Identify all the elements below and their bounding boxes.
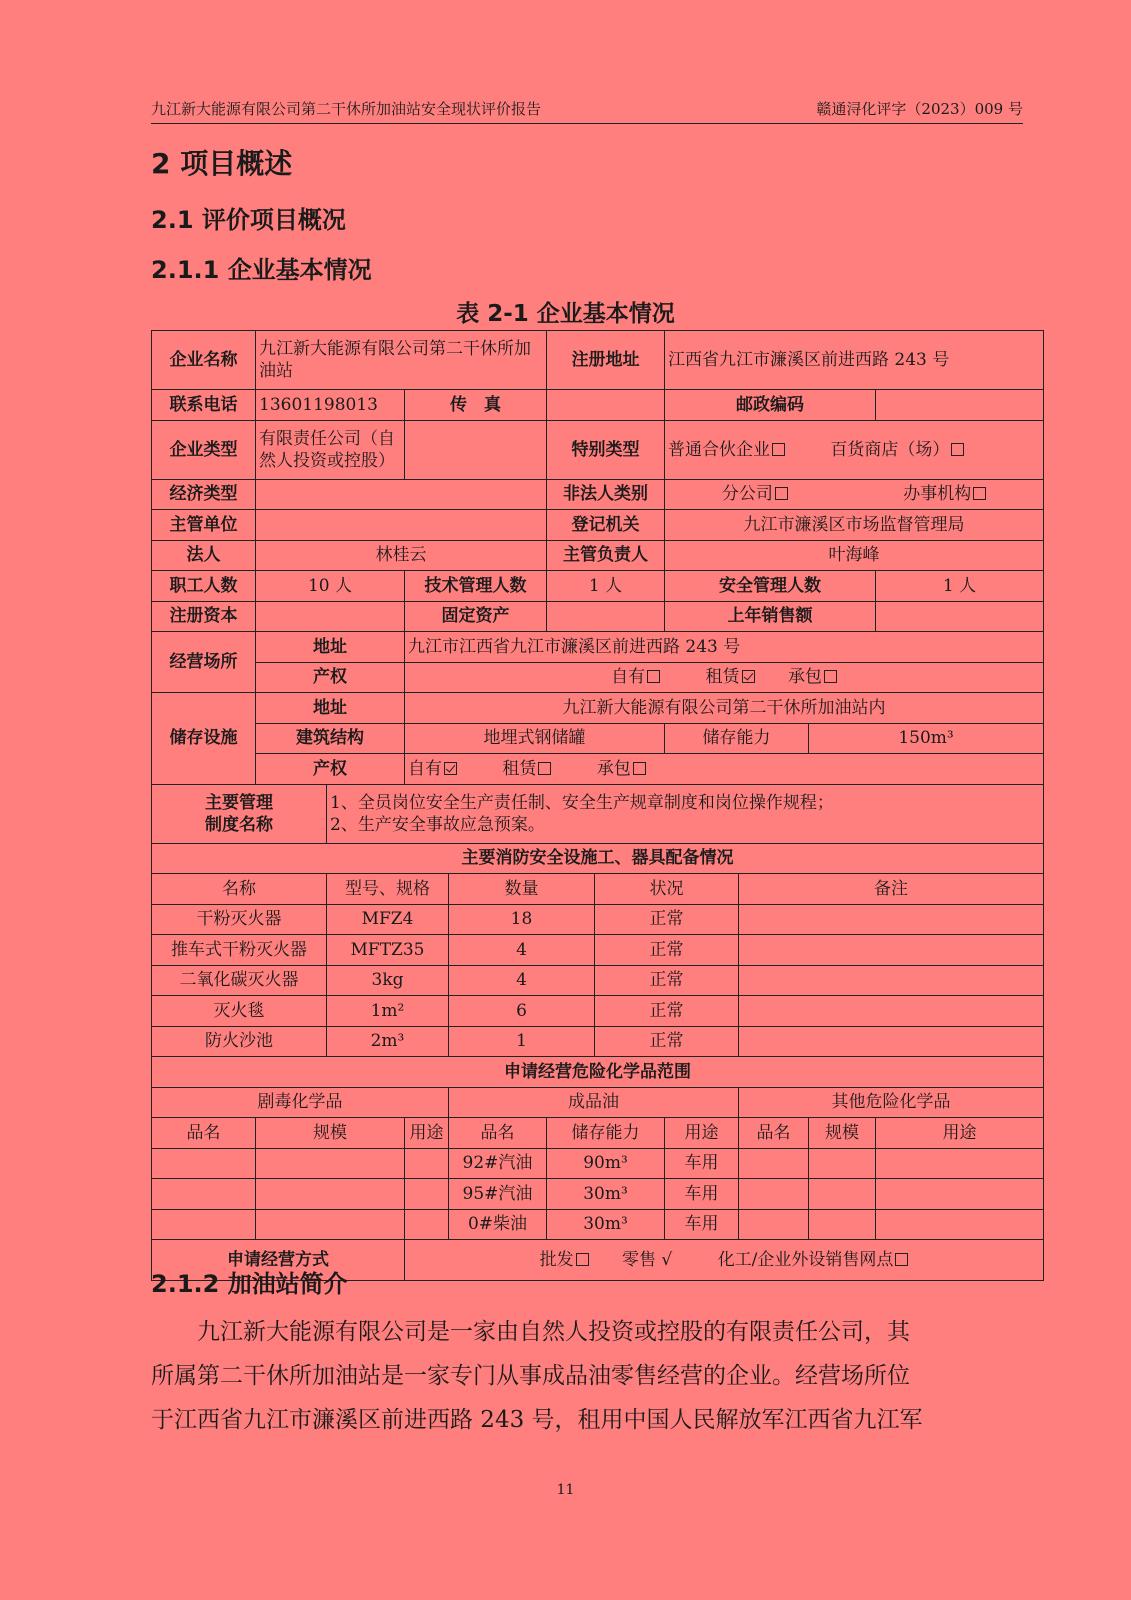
- cell-label: 固定资产: [405, 601, 547, 632]
- option-label: 承包: [787, 667, 822, 688]
- table-row: [152, 784, 1044, 843]
- table-row: [152, 1026, 1044, 1057]
- group-header: 成品油: [449, 1087, 739, 1118]
- cell-value: 九江市濂溪区市场监督管理局: [665, 510, 1044, 541]
- cell-value: [876, 601, 1044, 632]
- table-row: [152, 965, 1044, 996]
- mgmt-item: 1、全员岗位安全生产责任制、安全生产规章制度和岗位操作规程；: [330, 792, 834, 813]
- cell-label: 经济类型: [152, 479, 256, 510]
- cell: 车用: [665, 1148, 739, 1179]
- cell: [739, 1148, 809, 1179]
- cell-label: 特别类型: [547, 420, 665, 479]
- table-row: [152, 420, 1044, 479]
- checkbox-icon: [647, 670, 660, 683]
- cell-value: 13601198013: [256, 390, 405, 421]
- cell: [739, 935, 1044, 966]
- cell-value: [327, 784, 1044, 843]
- cell: 正常: [595, 965, 739, 996]
- table-row: [152, 843, 1044, 874]
- column-header: 状况: [595, 874, 739, 905]
- cell: 30m³: [547, 1179, 665, 1210]
- cell-value: [547, 601, 665, 632]
- table-row: [152, 996, 1044, 1027]
- cell-label: 主管单位: [152, 510, 256, 541]
- option-label: 化工/企业外设销售网点: [717, 1250, 894, 1270]
- table-row: [152, 1087, 1044, 1118]
- header-title: 九江新大能源有限公司第二干休所加油站安全现状评价报告: [151, 100, 542, 118]
- cell-label: 主管负责人: [547, 540, 665, 571]
- table-row: [152, 331, 1044, 390]
- table-row: [152, 1209, 1044, 1240]
- option-label: 批发: [539, 1250, 574, 1270]
- column-header: 用途: [876, 1118, 1044, 1149]
- cell-label: 非法人类别: [547, 479, 665, 510]
- cell-value: 江西省九江市濂溪区前进西路 243 号: [665, 331, 1044, 390]
- cell-options: [665, 420, 1044, 479]
- cell-value: [256, 510, 547, 541]
- cell-value: 林桂云: [256, 540, 547, 571]
- table-row: [152, 1179, 1044, 1210]
- cell: [405, 1148, 449, 1179]
- cell: 车用: [665, 1179, 739, 1210]
- cell: 92#汽油: [449, 1148, 547, 1179]
- cell-label: 企业名称: [152, 331, 256, 390]
- cell: [405, 1179, 449, 1210]
- cell: 正常: [595, 996, 739, 1027]
- option-label: 承包: [596, 758, 631, 779]
- checkbox-icon: [951, 443, 964, 456]
- cell: [739, 996, 1044, 1027]
- cell-label: 登记机关: [547, 510, 665, 541]
- cell: [256, 1179, 405, 1210]
- chapter-heading: 2 项目概述: [151, 147, 293, 180]
- cell: [876, 1209, 1044, 1240]
- mgmt-label-line: 主要管理: [205, 792, 273, 813]
- column-header: 品名: [152, 1118, 256, 1149]
- cell-label: 邮政编码: [665, 390, 876, 421]
- cell: 1: [449, 1026, 595, 1057]
- cell-label: 法人: [152, 540, 256, 571]
- cell-label: 储存能力: [665, 723, 809, 754]
- column-header: 规模: [256, 1118, 405, 1149]
- cell: 正常: [595, 904, 739, 935]
- table-row: [152, 632, 1044, 663]
- table-row: [152, 662, 1044, 693]
- cell-value: 地埋式钢储罐: [405, 723, 665, 754]
- cell: [809, 1209, 876, 1240]
- option-label: 租赁: [705, 667, 740, 688]
- cell: [405, 1209, 449, 1240]
- checkbox-icon: [772, 443, 785, 456]
- cell: 2m³: [327, 1026, 449, 1057]
- column-header: 数量: [449, 874, 595, 905]
- cell-label: 产权: [256, 754, 405, 785]
- table-row: [152, 390, 1044, 421]
- cell-label: 联系电话: [152, 390, 256, 421]
- option-label: 百货商店（场）: [830, 439, 950, 460]
- column-header: 用途: [665, 1118, 739, 1149]
- cell: 正常: [595, 935, 739, 966]
- table-row: [152, 1148, 1044, 1179]
- group-header: 剧毒化学品: [152, 1087, 449, 1118]
- cell-label: 注册地址: [547, 331, 665, 390]
- cell: 18: [449, 904, 595, 935]
- cell-value: 1 人: [547, 571, 665, 602]
- column-header: 型号、规格: [327, 874, 449, 905]
- table-row: [152, 571, 1044, 602]
- table-row: [152, 693, 1044, 724]
- cell-label: 建筑结构: [256, 723, 405, 754]
- cell-options: [405, 754, 1044, 785]
- cell: 干粉灭火器: [152, 904, 327, 935]
- cell: [152, 1209, 256, 1240]
- cell-empty: [405, 420, 547, 479]
- column-header: 规模: [809, 1118, 876, 1149]
- column-header: 储存能力: [547, 1118, 665, 1149]
- paragraph-line: 所属第二干休所加油站是一家专门从事成品油零售经营的企业。经营场所位: [151, 1363, 910, 1389]
- cell: [809, 1148, 876, 1179]
- cell-label: 经营场所: [152, 632, 256, 693]
- cell-label: 技术管理人数: [405, 571, 547, 602]
- option-label: 零售 √: [622, 1250, 673, 1270]
- cell: [809, 1179, 876, 1210]
- cell-value: [256, 601, 405, 632]
- cell: [256, 1148, 405, 1179]
- cell-label: 地址: [256, 693, 405, 724]
- cell: [739, 904, 1044, 935]
- cell: [152, 1148, 256, 1179]
- table-row: [152, 540, 1044, 571]
- table-row: [152, 510, 1044, 541]
- table-row: [152, 935, 1044, 966]
- cell: 3kg: [327, 965, 449, 996]
- table-row: [152, 1057, 1044, 1088]
- cell: [256, 1209, 405, 1240]
- cell-label: [152, 784, 327, 843]
- section-heading: 2.1 评价项目概况: [151, 206, 346, 234]
- cell-options: [405, 1240, 1044, 1281]
- cell: 95#汽油: [449, 1179, 547, 1210]
- mgmt-label-line: 制度名称: [205, 814, 273, 835]
- table-row: [152, 1118, 1044, 1149]
- cell-value: 10 人: [256, 571, 405, 602]
- cell: MFZ4: [327, 904, 449, 935]
- cell: 6: [449, 996, 595, 1027]
- column-header: 备注: [739, 874, 1044, 905]
- cell: 防火沙池: [152, 1026, 327, 1057]
- cell: [739, 1209, 809, 1240]
- checkbox-icon: [538, 762, 551, 775]
- cell: [739, 1026, 1044, 1057]
- cell-label: 传 真: [405, 390, 547, 421]
- table-row: [152, 479, 1044, 510]
- subsection-heading: 2.1.2 加油站简介: [151, 1270, 348, 1298]
- cell-label: 储存设施: [152, 693, 256, 785]
- table-row: [152, 904, 1044, 935]
- checkbox-icon: [895, 1253, 908, 1266]
- cell: 30m³: [547, 1209, 665, 1240]
- option-label: 办事机构: [903, 484, 972, 505]
- cell: 推车式干粉灭火器: [152, 935, 327, 966]
- cell: 4: [449, 965, 595, 996]
- cell-label: 上年销售额: [665, 601, 876, 632]
- cell-options: [405, 662, 1044, 693]
- cell-label: 职工人数: [152, 571, 256, 602]
- paragraph-line: 于江西省九江市濂溪区前进西路 243 号，租用中国人民解放军江西省九江军: [151, 1407, 923, 1433]
- checkbox-icon: [775, 487, 788, 500]
- cell: 灭火毯: [152, 996, 327, 1027]
- cell-value: 九江新大能源有限公司第二干休所加油站内: [405, 693, 1044, 724]
- checkbox-icon: [973, 487, 986, 500]
- cell-value: [547, 390, 665, 421]
- cell: MFTZ35: [327, 935, 449, 966]
- header-report-number: 赣通浔化评字（2023）009 号: [816, 100, 1023, 118]
- subsection-heading: 2.1.1 企业基本情况: [151, 256, 372, 284]
- option-label: 分公司: [721, 484, 773, 505]
- column-header: 品名: [449, 1118, 547, 1149]
- checkbox-icon: [576, 1253, 589, 1266]
- option-label: 普通合伙企业: [668, 439, 770, 460]
- cell: 4: [449, 935, 595, 966]
- mgmt-item: 2、生产安全事故应急预案。: [330, 814, 545, 835]
- column-header: 用途: [405, 1118, 449, 1149]
- cell-value: [876, 390, 1044, 421]
- enterprise-info-table: [151, 330, 1044, 1281]
- cell-label: 注册资本: [152, 601, 256, 632]
- cell-value: 叶海峰: [665, 540, 1044, 571]
- option-label: 自有: [408, 758, 442, 779]
- cell-value: 150m³: [809, 723, 1044, 754]
- cell: [876, 1179, 1044, 1210]
- table-row: [152, 754, 1044, 785]
- section-title: 主要消防安全设施工、器具配备情况: [152, 843, 1044, 874]
- cell-label: 产权: [256, 662, 405, 693]
- cell: 0#柴油: [449, 1209, 547, 1240]
- group-header: 其他危险化学品: [739, 1087, 1044, 1118]
- cell: 1m²: [327, 996, 449, 1027]
- cell-label: 安全管理人数: [665, 571, 876, 602]
- page-header: [151, 99, 1023, 124]
- checked-checkbox-icon: [742, 670, 755, 683]
- cell-label: 申请经营方式: [152, 1240, 405, 1281]
- cell: 二氧化碳灭火器: [152, 965, 327, 996]
- cell: 90m³: [547, 1148, 665, 1179]
- section-title: 申请经营危险化学品范围: [152, 1057, 1044, 1088]
- cell: [152, 1179, 256, 1210]
- cell-value: 九江市江西省九江市濂溪区前进西路 243 号: [405, 632, 1044, 663]
- option-label: 自有: [611, 667, 646, 688]
- cell: 车用: [665, 1209, 739, 1240]
- cell-label: 企业类型: [152, 420, 256, 479]
- cell: [739, 1179, 809, 1210]
- table-row: [152, 874, 1044, 905]
- cell-value: [256, 479, 547, 510]
- table-row: [152, 601, 1044, 632]
- cell-options: [665, 479, 1044, 510]
- cell: [876, 1148, 1044, 1179]
- checked-checkbox-icon: [444, 762, 457, 775]
- cell-value: 1 人: [876, 571, 1044, 602]
- cell-label: 地址: [256, 632, 405, 663]
- checkbox-icon: [824, 670, 837, 683]
- paragraph-line: 九江新大能源有限公司是一家由自然人投资或控股的有限责任公司，其: [197, 1319, 910, 1345]
- cell-value: 九江新大能源有限公司第二干休所加油站: [256, 331, 547, 390]
- cell-value: 有限责任公司（自然人投资或控股）: [256, 420, 405, 479]
- table-caption: 表 2-1 企业基本情况: [456, 301, 675, 327]
- table-row: [152, 723, 1044, 754]
- checkbox-icon: [633, 762, 646, 775]
- page-number: 11: [556, 1482, 575, 1498]
- column-header: 品名: [739, 1118, 809, 1149]
- cell: 正常: [595, 1026, 739, 1057]
- column-header: 名称: [152, 874, 327, 905]
- body-paragraph: [151, 1310, 1023, 1442]
- cell: [739, 965, 1044, 996]
- option-label: 租赁: [502, 758, 537, 779]
